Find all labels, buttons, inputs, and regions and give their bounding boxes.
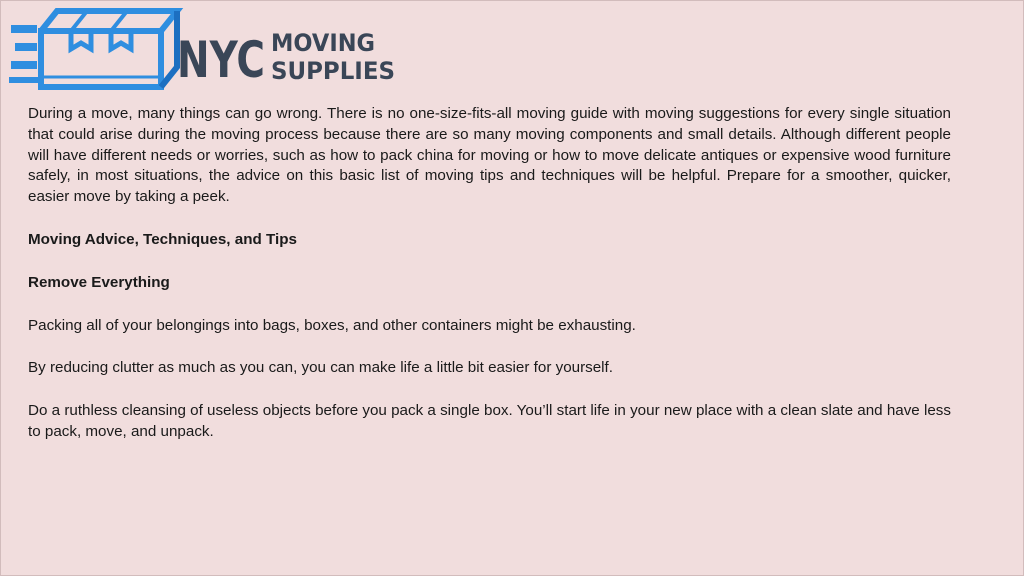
speed-line-icon — [11, 25, 37, 33]
speed-line-icon — [9, 77, 39, 83]
intro-paragraph: During a move, many things can go wrong. There is no one-size-fits-all moving guide with moving suggestions for every single situation that could arise during the moving process because there are so many moving components and small details. Although different people will have different needs or worries, such as how to pack china for moving or how to move delicate antiques or expensive wood furniture safely, in most situations, the advice on this basic list of moving tips and techniques will be helpful. Prepare for a smoother, quicker, easier move by taking a peek. — [28, 105, 951, 206]
brand-name-line1: MOVING — [271, 29, 375, 57]
speed-line-icon — [15, 43, 37, 51]
brand-name-primary: NYC — [177, 31, 265, 89]
paragraph-cleansing: Do a ruthless cleansing of useless objects before you pack a single box. You’ll start life in your new place with a clean slate and have less to pack, move, and unpack. — [28, 402, 951, 440]
brand-name-line2: SUPPLIES — [271, 57, 395, 85]
box-icon — [41, 11, 177, 87]
subheading: Remove Everything — [28, 273, 170, 291]
paragraph-clutter: By reducing clutter as much as you can, you can make life a little bit easier for yourself. — [28, 359, 613, 377]
article-body — [28, 104, 951, 465]
brand-logo[interactable] — [9, 5, 399, 91]
paragraph-packing: Packing all of your belongings into bags, boxes, and other containers might be exhausting. — [28, 316, 636, 334]
moving-box-logo-icon — [9, 5, 399, 91]
section-heading: Moving Advice, Techniques, and Tips — [28, 230, 297, 248]
speed-line-icon — [11, 61, 37, 69]
